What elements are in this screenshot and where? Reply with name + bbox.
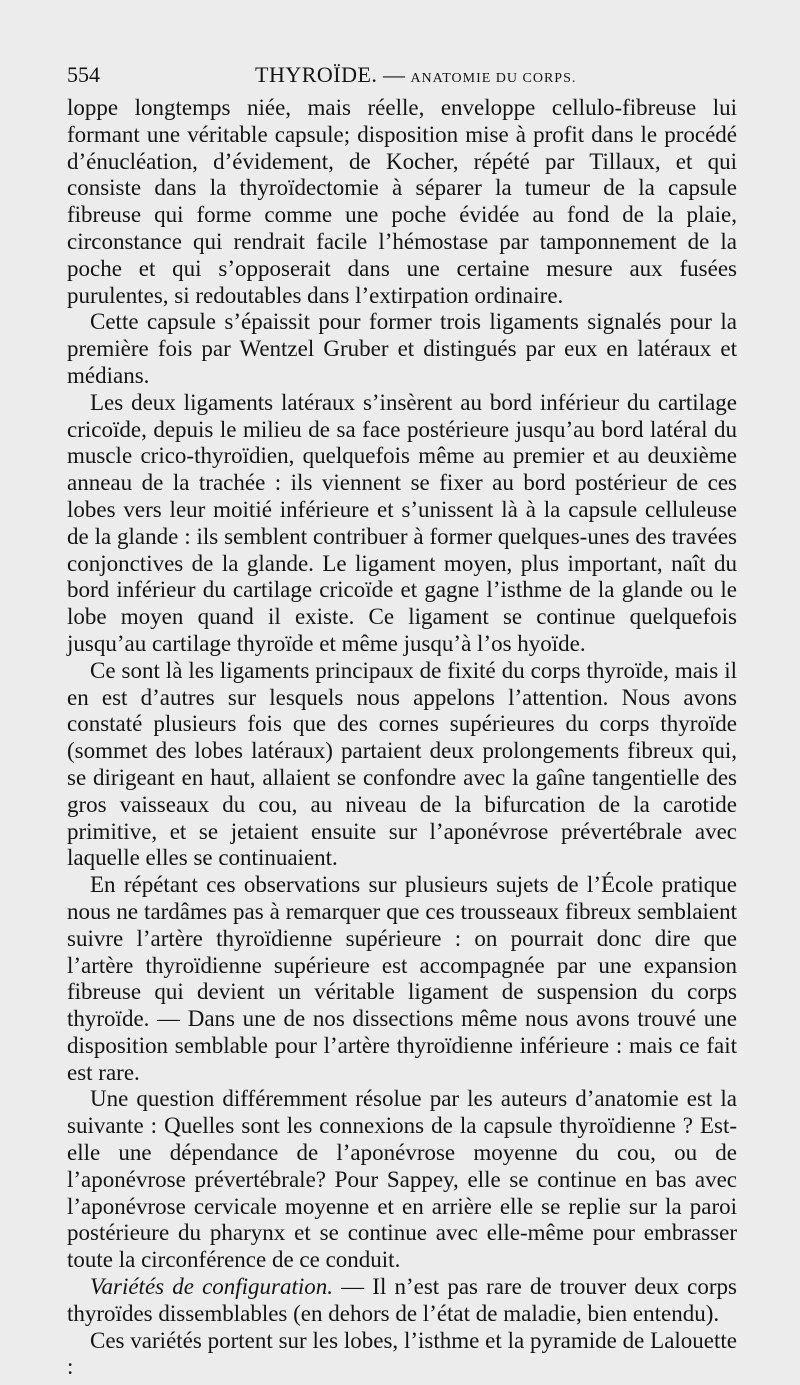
page-number: 554 [67, 62, 100, 87]
paragraph: En répétant ces observations sur plusieurs sujets de l’École pratique nous ne tardâmes pas à remarquer que ces trousseaux fibreux semblaient suivre l’artère thyroïdienne supérieure : on pourrait donc dire que l’artère thyroïdienne supérieure est accompagnée par une expansion fibreuse qui devient un véritable ligament de suspension du corps thyroïde. — Dans une de nos dissections même nous avons trouvé une disposition semblable pour l’artère thyroïdienne inférieure : mais ce fait est rare. [67, 872, 737, 1085]
paragraph-text: — Il n’est pas rare de trouver deux corps thyroïdes dissemblables (en dehors de l’état de maladie, bien entendu). [67, 1274, 738, 1326]
running-title-main: THYROÏDE. [255, 62, 378, 87]
paragraph: Cette capsule s’épaissit pour former trois ligaments signalés pour la première fois par Wentzel Gruber et distingués par eux en latéraux et médians. [67, 309, 737, 388]
paragraph: Ce sont là les ligaments principaux de fixité du corps thyroïde, mais il en est d’autres sur lesquels nous appelons l’attention. Nous avons constaté plusieurs fois que des cornes supérieures du corps thyroïde (sommet des lobes latéraux) partaient deux prolongements fibreux qui, se dirigeant en haut, allaient se confondre avec la gaîne tangentielle des gros vaisseaux du cou, au niveau de la bifurcation de la carotide primitive, et se jetaient ensuite sur l’aponévrose prévertébrale avec laquelle elles se continuaient. [67, 657, 737, 871]
running-title [255, 62, 576, 88]
running-title-sub: ANATOMIE DU CORPS. [410, 71, 577, 86]
paragraph: Une question différemment résolue par les auteurs d’anatomie est la suivante : Quelles sont les connexions de la capsule thyroïdienne ? Est-elle une dépendance de l’aponévrose moyenne du cou, ou de l’aponévrose prévertébrale? Pour Sappey, elle se continue en bas avec l’aponévrose cervicale moyenne et en arrière elle se replie sur la paroi postérieure du pharynx et se continue avec elle-même pour embrasser toute la circonférence de ce conduit. [67, 1086, 737, 1273]
running-header [67, 58, 737, 92]
section-heading-italic: Variétés de configuration. [90, 1274, 334, 1300]
paragraph: loppe longtemps niée, mais réelle, enveloppe cellulo-fibreuse lui formant une véritable capsule; disposition mise à profit dans le procédé d’énucléation, d’évidement, de Kocher, répété par Tillaux, et qui consiste dans la thyroïdectomie à séparer la tumeur de la capsule fibreuse qui forme comme une poche évidée au fond de la plaie, circonstance qui rendrait facile l’hémostase par tamponnement de la poche et qui s’opposerait dans une certaine mesure aux fusées purulentes, si redoutables dans l’extirpation ordinaire. [67, 95, 737, 308]
paragraph: Ces variétés portent sur les lobes, l’isthme et la pyramide de Lalouette : [67, 1327, 737, 1380]
body-text [67, 95, 737, 1381]
paragraph: Les deux ligaments latéraux s’insèrent au bord inférieur du cartilage cricoïde, depuis le milieu de sa face postérieure jusqu’au bord latéral du muscle crico-thyroïdien, quelquefois même au premier et au deuxième anneau de la trachée : ils viennent se fixer au bord postérieur de ces lobes vers leur moitié inférieure et s’unissent là à la capsule celluleuse de la glande : ils semblent contribuer à former quelques-unes des travées conjonctives de la glande. Le ligament moyen, plus important, naît du bord inférieur du cartilage cricoïde et gagne l’isthme de la glande ou le lobe moyen quand il existe. Ce ligament se continue quelquefois jusqu’au cartilage thyroïde et même jusqu’à l’os hyoïde. [67, 389, 737, 656]
running-title-separator: — [377, 62, 411, 87]
paragraph-varietes [67, 1274, 737, 1328]
